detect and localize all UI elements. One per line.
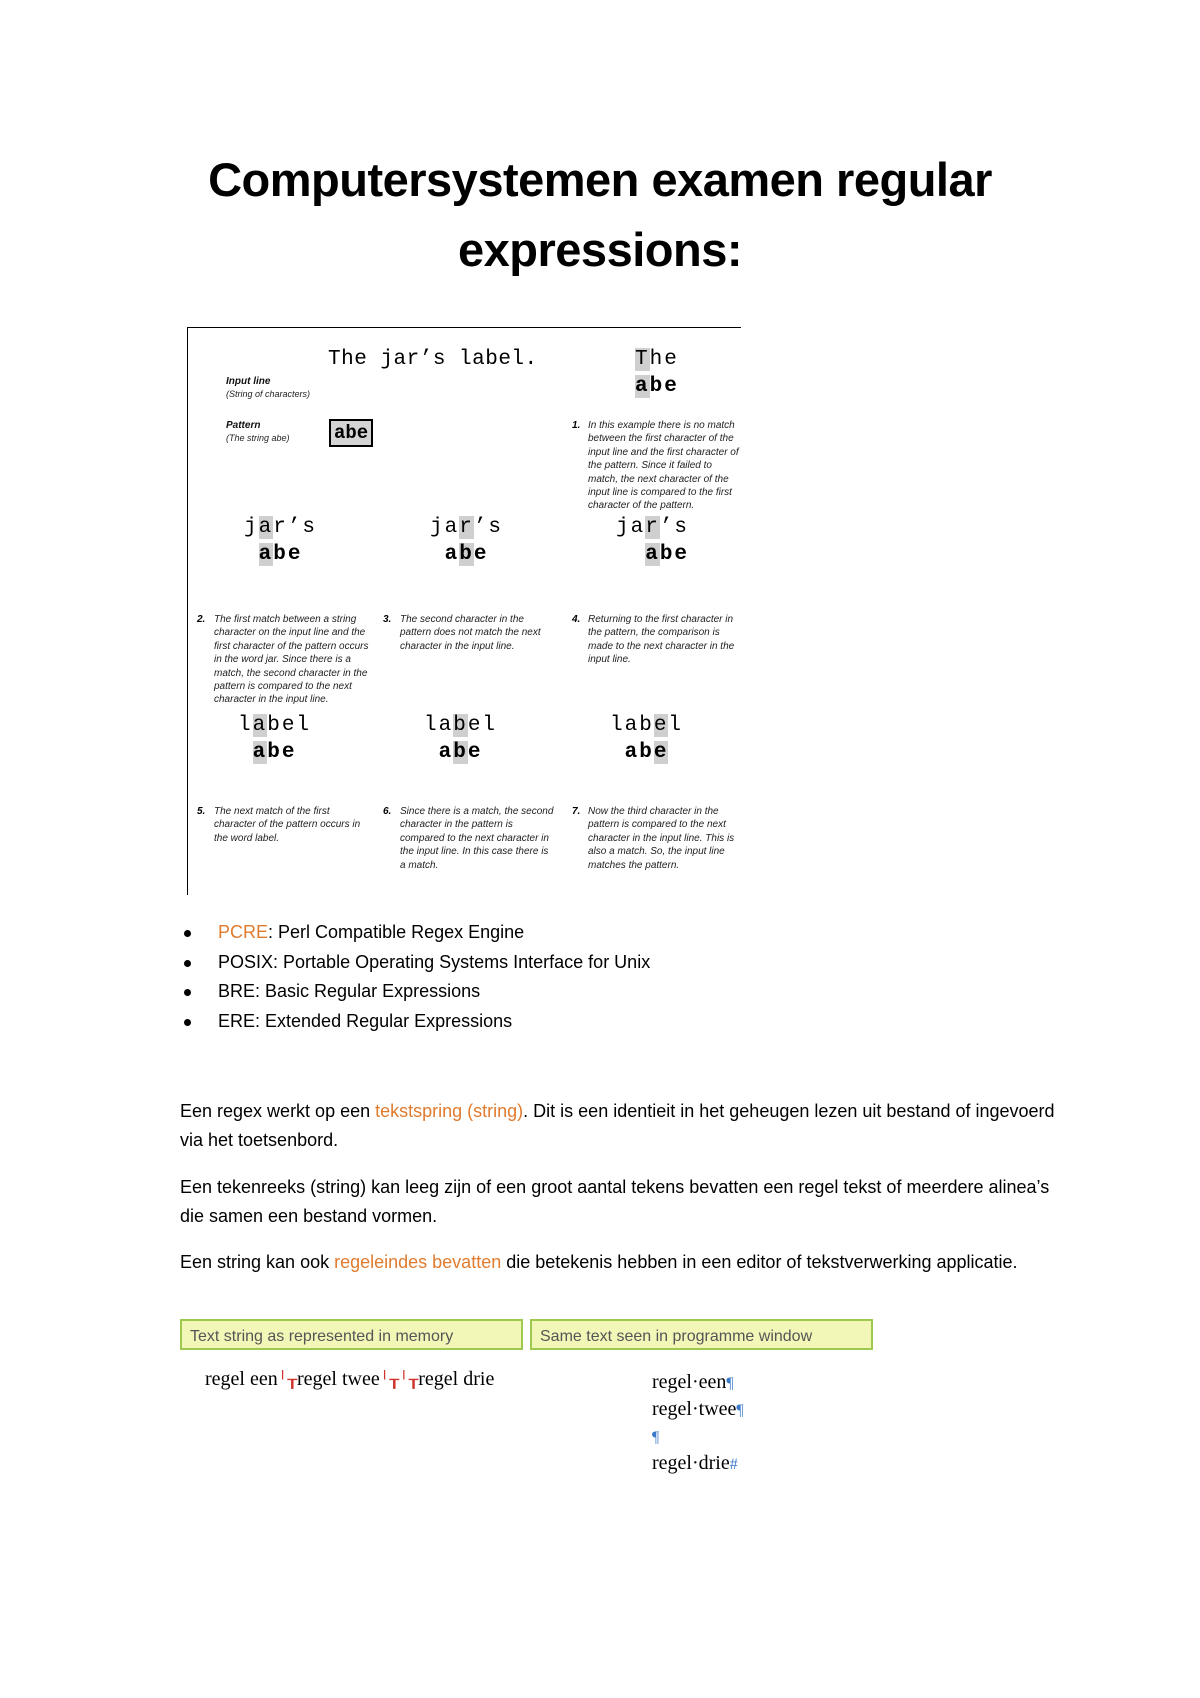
pilcrow-icon: ¶ — [736, 1402, 744, 1419]
regex-matching-figure — [187, 327, 741, 895]
input-line-text: The jar’s label. — [328, 348, 538, 371]
line-break-icon: ╵┰ — [277, 1372, 297, 1389]
line-break-icon: ╵┰╵┰ — [379, 1372, 419, 1389]
paragraph-3: Een string kan ook regeleindes bevatten die betekenis hebben in een editor of tekstverwerking applicatie. — [180, 1252, 1018, 1272]
input-line-label: Input line — [226, 376, 271, 387]
bullet-icon — [184, 960, 191, 967]
list-item: ERE: Extended Regular Expressions — [180, 1007, 650, 1037]
pattern-label: Pattern — [226, 420, 261, 431]
memory-label-box: Text string as represented in memory — [180, 1319, 523, 1350]
pilcrow-icon: ¶ — [726, 1375, 734, 1392]
list-item: PCRE: Perl Compatible Regex Engine — [180, 918, 650, 948]
step-1-text: In this example there is no match between the first character of the input line and the first character of the pattern. Since it failed to match, the next character of the input line is compared to the first character of the pattern. — [588, 420, 739, 512]
window-line-3 — [652, 1425, 659, 1448]
step-2-visual: jar’s abe — [244, 516, 318, 566]
step-5-text: The next match of the first character of the pattern occurs in the word label. — [214, 806, 361, 844]
step-6-visual: label abe — [424, 714, 498, 764]
page-title — [150, 145, 1050, 285]
title-line-2: expressions: — [458, 223, 742, 276]
step-6-number: 6. — [383, 806, 392, 817]
step-4-text: Returning to the first character in the pattern, the comparison is made to the next character in the input line. — [588, 614, 735, 666]
step-4-visual: jar’s abe — [616, 516, 690, 566]
pattern-box: abe — [329, 419, 373, 447]
step-2-text: The first match between a string character on the input line and the first character of the pattern occurs in the word jar. Since there is a match, the second character in the pattern is compared to the next character in the input line. — [214, 614, 369, 706]
pilcrow-icon: ¶ — [652, 1429, 660, 1446]
paragraph-2: Een tekenreeks (string) kan leeg zijn of een groot aantal tekens bevatten een regel tekst of meerdere alinea’s die samen een bestand vormen. — [180, 1177, 1050, 1226]
memory-string: regel een╵┰regel twee╵┰╵┰regel drie — [205, 1368, 495, 1390]
step-1-visual: The abe — [635, 348, 679, 398]
window-label-box: Same text seen in programme window — [530, 1319, 873, 1350]
end-mark-icon: # — [729, 1456, 738, 1473]
window-line-1: regel·een¶ — [652, 1371, 734, 1393]
title-line-1: Computersystemen examen regular — [208, 153, 992, 206]
step-1-number: 1. — [572, 420, 581, 431]
window-line-4: regel·drie# — [652, 1452, 738, 1474]
window-line-2: regel·twee¶ — [652, 1398, 744, 1420]
step-4-number: 4. — [572, 614, 581, 625]
step-3-visual: jar’s abe — [430, 516, 504, 566]
step-7-text: Now the third character in the pattern is compared to the next character in the input line. This is also a match. So, the input line matches the pattern. — [588, 806, 735, 871]
step-2-number: 2. — [197, 614, 206, 625]
step-5-visual: label abe — [238, 714, 312, 764]
acronym-list — [180, 918, 650, 1036]
list-item: BRE: Basic Regular Expressions — [180, 977, 650, 1007]
step-5-number: 5. — [197, 806, 206, 817]
step-7-visual: label abe — [610, 714, 684, 764]
bullet-icon — [184, 1019, 191, 1026]
step-6-text: Since there is a match, the second character in the pattern is compared to the next character in the input line. In this case there is a match. — [400, 806, 554, 871]
step-3-number: 3. — [383, 614, 392, 625]
pattern-sublabel: (The string abe) — [226, 433, 290, 443]
paragraph-1: Een regex werkt op een tekstspring (string). Dit is een identieit in het geheugen lezen uit bestand of ingevoerd via het toetsenbord. — [180, 1101, 1055, 1150]
step-7-number: 7. — [572, 806, 581, 817]
step-3-text: The second character in the pattern does not match the next character in the input line. — [400, 614, 541, 652]
list-item: POSIX: Portable Operating Systems Interface for Unix — [180, 948, 650, 978]
bullet-icon — [184, 930, 191, 937]
bullet-icon — [184, 989, 191, 996]
input-line-sublabel: (String of characters) — [226, 389, 311, 399]
